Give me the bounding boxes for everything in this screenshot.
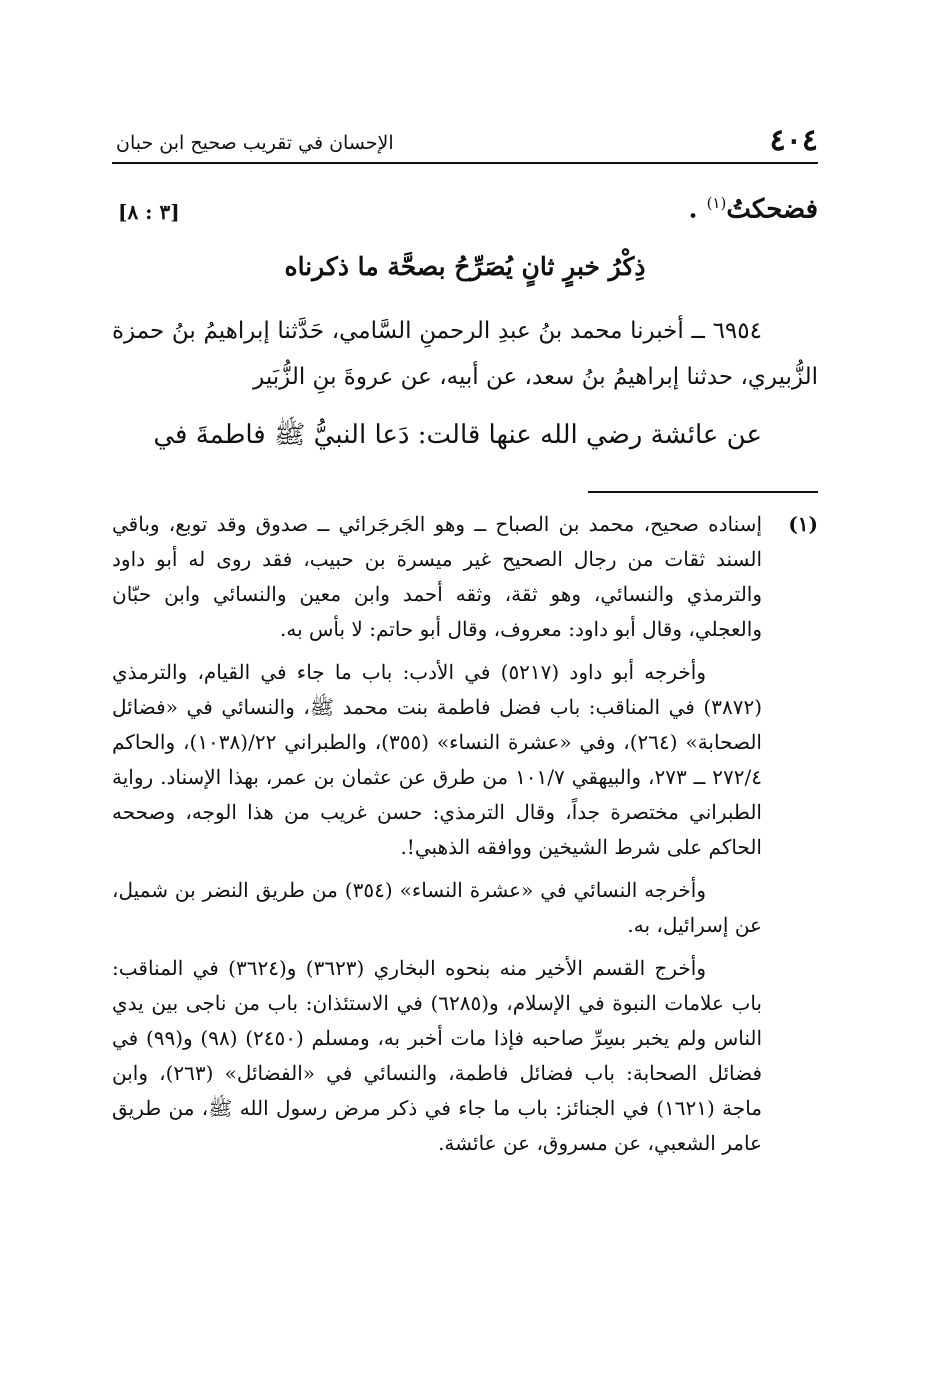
footnote-paragraph: وأخرجه النسائي في «عشرة النساء» (٣٥٤) من طريق النضر بن شميل، عن إسرائيل، به.: [112, 878, 762, 937]
hadith-isnad: ٦٩٥٤ ــ أخبرنا محمد بنُ عبدِ الرحمنِ السَّامي، حَدَّثنا إبراهيمُ بنُ حمزة الزُّبيري، حدثنا إبراهيمُ بنُ سعد، عن أبيه، عن عروةَ بنِ الزُّبَير: [112, 318, 818, 390]
chapter-heading: ذِكْرُ خبرٍ ثانٍ يُصَرِّحُ بصحَّة ما ذكرناه: [284, 252, 646, 281]
hadith-text: [112, 308, 818, 458]
page-header: [112, 118, 818, 164]
footnote-body: [112, 507, 762, 1161]
footnotes: [112, 507, 818, 1169]
footnote-paragraph: وأخرج القسم الأخير منه بنحوه البخاري (٣٦٢٣) و(٣٦٢٤) في المناقب: باب علامات النبوة في الإسلام، و(٦٢٨٥) في الاستئذان: باب من ناجى بين يدي الناس ولم يخبر بسِرِّ صاحبه فإذا مات أخبر به، ومسلم (٢٤٥٠) (٩٨) و(٩٩) في فضائل الصحابة: باب فضائل فاطمة، والنسائي في «الفضائل» (٢٦٣)، وابن ماجة (١٦٢١) في الجنائز: باب ما جاء في ذكر مرض رسول الله ﷺ، من طريق عامر الشعبي، عن مسروق، عن عائشة.: [112, 956, 763, 1155]
continued-word: فضحكتُ: [726, 194, 818, 225]
footnote-ref: (١): [706, 194, 727, 212]
footnote-paragraph: وأخرجه أبو داود (٥٢١٧) في الأدب: باب ما جاء في القيام، والترمذي (٣٨٧٢) في المناقب: باب فضل فاطمة بنت محمد ﷺ، والنسائي في «فضائل الصحابة» (٢٦٤)، وفي «عشرة النساء» (٣٥٥)، والطبراني ٢٢/(١٠٣٨)، والحاكم ٢٧٢/٤ ــ ٢٧٣، والبيهقي ١٠١/٧ من طرق عن عثمان بن عمر، بهذا الإسناد. رواية الطبراني مختصرة جداً، وقال الترمذي: حسن غريب من هذا الوجه، وصححه الحاكم على شرط الشيخين ووافقه الذهبي!.: [112, 660, 762, 859]
footnote-marker: (١): [788, 512, 818, 536]
volume-reference: [٣ : ٨]: [118, 200, 180, 224]
running-title: الإحسان في تقريب صحيح ابن حبان: [116, 132, 394, 154]
hadith-matn: عن عائشة رضي الله عنها قالت: دَعا النبيُّ ﷺ فاطمةَ في: [153, 420, 762, 450]
footnote-divider: [588, 491, 818, 493]
continued-end: .: [688, 194, 707, 225]
page-number: ٤٠٤: [769, 123, 818, 158]
footnote-paragraph: إسناده صحيح، محمد بن الصباح ــ وهو الجَرجَرائي ــ صدوق وقد توبع، وباقي السند ثقات من رجال الصحيح غير ميسرة بن حبيب، فقد روى له أبو داود والترمذي والنسائي، وهو ثقة، وثقه أحمد وابن معين والنسائي وابن حبّان والعجلي، وقال أبو داود: معروف، وقال أبو حاتم: لا بأس به.: [112, 512, 762, 641]
continued-text: [688, 194, 818, 226]
